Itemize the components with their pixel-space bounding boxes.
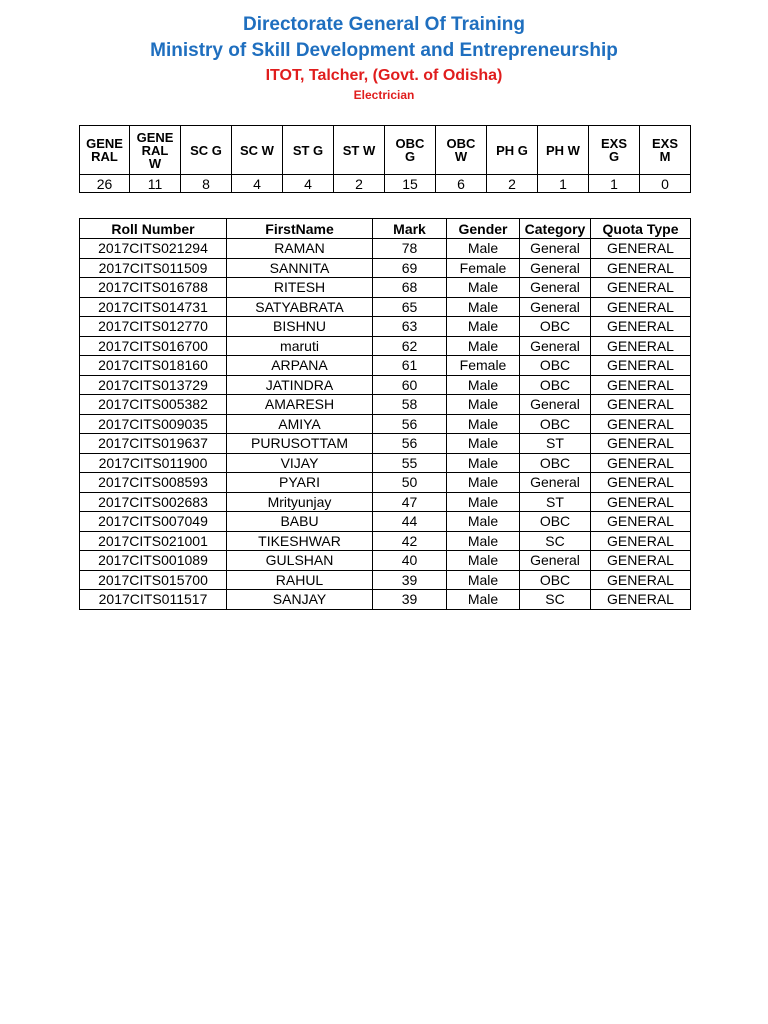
merit-cell: 39 bbox=[373, 590, 447, 610]
merit-cell: 2017CITS011900 bbox=[80, 453, 227, 473]
table-row bbox=[80, 570, 691, 590]
merit-cell: SATYABRATA bbox=[227, 297, 373, 317]
merit-header-cell: Roll Number bbox=[80, 219, 227, 239]
merit-cell: 44 bbox=[373, 512, 447, 532]
quota-header-cell bbox=[80, 126, 130, 175]
quota-header-row bbox=[80, 126, 691, 175]
merit-cell: GENERAL bbox=[591, 590, 691, 610]
merit-cell: 2017CITS001089 bbox=[80, 551, 227, 571]
ministry-title: Ministry of Skill Development and Entrepreneurship bbox=[150, 40, 618, 61]
merit-cell: GENERAL bbox=[591, 492, 691, 512]
merit-cell: 2017CITS013729 bbox=[80, 375, 227, 395]
merit-header-cell: Mark bbox=[373, 219, 447, 239]
merit-cell: SANNITA bbox=[227, 258, 373, 278]
table-row bbox=[80, 551, 691, 571]
merit-cell: JATINDRA bbox=[227, 375, 373, 395]
seat-quota-table bbox=[79, 125, 691, 193]
merit-cell: Male bbox=[447, 551, 520, 571]
merit-cell: 60 bbox=[373, 375, 447, 395]
merit-cell: 40 bbox=[373, 551, 447, 571]
merit-cell: Male bbox=[447, 473, 520, 493]
merit-cell: 62 bbox=[373, 336, 447, 356]
quota-header-cell bbox=[436, 126, 487, 175]
quota-values-row bbox=[80, 175, 691, 193]
merit-cell: GENERAL bbox=[591, 278, 691, 298]
quota-header-text: PH G bbox=[496, 142, 528, 158]
quota-header-cell bbox=[283, 126, 334, 175]
merit-cell: Male bbox=[447, 395, 520, 415]
table-row bbox=[80, 375, 691, 395]
merit-cell: Male bbox=[447, 297, 520, 317]
merit-cell: PYARI bbox=[227, 473, 373, 493]
quota-value-cell: 11 bbox=[130, 175, 181, 193]
trade-title: Electrician bbox=[353, 88, 415, 102]
merit-cell: GENERAL bbox=[591, 473, 691, 493]
table-row bbox=[80, 297, 691, 317]
merit-cell: 2017CITS014731 bbox=[80, 297, 227, 317]
merit-cell: 2017CITS016700 bbox=[80, 336, 227, 356]
merit-cell: 58 bbox=[373, 395, 447, 415]
merit-cell: Male bbox=[447, 336, 520, 356]
merit-cell: 68 bbox=[373, 278, 447, 298]
merit-cell: VIJAY bbox=[227, 453, 373, 473]
merit-cell: 63 bbox=[373, 317, 447, 337]
table-row bbox=[80, 239, 691, 259]
table-row bbox=[80, 336, 691, 356]
merit-cell: AMIYA bbox=[227, 414, 373, 434]
quota-header-text: ST G bbox=[292, 142, 324, 158]
merit-cell: GENERAL bbox=[591, 336, 691, 356]
quota-header-text: G bbox=[608, 149, 620, 164]
quota-value-cell: 6 bbox=[436, 175, 487, 193]
merit-cell: GENERAL bbox=[591, 356, 691, 376]
table-row bbox=[80, 531, 691, 551]
merit-cell: RITESH bbox=[227, 278, 373, 298]
merit-cell: 2017CITS016788 bbox=[80, 278, 227, 298]
quota-header-text: SC W bbox=[240, 142, 274, 158]
table-row bbox=[80, 492, 691, 512]
merit-cell: 2017CITS011517 bbox=[80, 590, 227, 610]
merit-cell: 2017CITS005382 bbox=[80, 395, 227, 415]
table-row bbox=[80, 473, 691, 493]
merit-cell: GENERAL bbox=[591, 395, 691, 415]
merit-header-cell: FirstName bbox=[227, 219, 373, 239]
merit-cell: GENERAL bbox=[591, 570, 691, 590]
table-row bbox=[80, 434, 691, 454]
merit-cell: Male bbox=[447, 531, 520, 551]
quota-value-cell: 4 bbox=[283, 175, 334, 193]
quota-header-text: ST W bbox=[342, 142, 376, 158]
quota-value-cell: 8 bbox=[181, 175, 232, 193]
merit-cell: GENERAL bbox=[591, 531, 691, 551]
table-row bbox=[80, 317, 691, 337]
merit-cell: OBC bbox=[520, 414, 591, 434]
merit-cell: RAMAN bbox=[227, 239, 373, 259]
merit-cell: 2017CITS018160 bbox=[80, 356, 227, 376]
merit-cell: TIKESHWAR bbox=[227, 531, 373, 551]
merit-cell: 39 bbox=[373, 570, 447, 590]
quota-header-text: OBC bbox=[446, 136, 476, 151]
merit-cell: GULSHAN bbox=[227, 551, 373, 571]
merit-cell: General bbox=[520, 239, 591, 259]
quota-header-cell bbox=[487, 126, 538, 175]
merit-cell: RAHUL bbox=[227, 570, 373, 590]
merit-cell: OBC bbox=[520, 512, 591, 532]
quota-header-cell bbox=[589, 126, 640, 175]
table-row bbox=[80, 453, 691, 473]
quota-value-cell: 2 bbox=[487, 175, 538, 193]
merit-cell: OBC bbox=[520, 375, 591, 395]
merit-cell: General bbox=[520, 395, 591, 415]
merit-cell: Male bbox=[447, 434, 520, 454]
quota-header-text: W bbox=[148, 155, 162, 171]
merit-cell: General bbox=[520, 473, 591, 493]
table-row bbox=[80, 512, 691, 532]
merit-cell: 78 bbox=[373, 239, 447, 259]
quota-header-cell bbox=[130, 126, 181, 175]
merit-cell: GENERAL bbox=[591, 512, 691, 532]
org-title: Directorate General Of Training bbox=[243, 14, 525, 35]
merit-cell: GENERAL bbox=[591, 297, 691, 317]
merit-cell: Male bbox=[447, 375, 520, 395]
merit-header-row bbox=[80, 219, 691, 239]
merit-cell: 55 bbox=[373, 453, 447, 473]
merit-cell: Male bbox=[447, 414, 520, 434]
quota-header-text: PH W bbox=[546, 142, 580, 158]
merit-cell: Male bbox=[447, 278, 520, 298]
quota-header-text: OBC bbox=[395, 136, 425, 151]
merit-cell: Male bbox=[447, 239, 520, 259]
merit-cell: GENERAL bbox=[591, 434, 691, 454]
merit-cell: maruti bbox=[227, 336, 373, 356]
merit-cell: Female bbox=[447, 258, 520, 278]
merit-cell: 2017CITS011509 bbox=[80, 258, 227, 278]
merit-cell: Female bbox=[447, 356, 520, 376]
quota-value-cell: 1 bbox=[538, 175, 589, 193]
quota-header-text: SC G bbox=[190, 142, 222, 158]
merit-cell: 50 bbox=[373, 473, 447, 493]
merit-cell: 56 bbox=[373, 434, 447, 454]
table-row bbox=[80, 356, 691, 376]
merit-cell: 2017CITS019637 bbox=[80, 434, 227, 454]
merit-cell: Male bbox=[447, 570, 520, 590]
quota-header-text: EXS bbox=[651, 136, 678, 151]
merit-cell: 2017CITS007049 bbox=[80, 512, 227, 532]
merit-cell: ST bbox=[520, 434, 591, 454]
merit-cell: General bbox=[520, 258, 591, 278]
merit-cell: GENERAL bbox=[591, 258, 691, 278]
quota-header-text: GENE bbox=[86, 136, 123, 151]
merit-cell: AMARESH bbox=[227, 395, 373, 415]
merit-cell: GENERAL bbox=[591, 239, 691, 259]
merit-cell: General bbox=[520, 551, 591, 571]
table-row bbox=[80, 258, 691, 278]
merit-cell: GENERAL bbox=[591, 414, 691, 434]
merit-cell: Male bbox=[447, 317, 520, 337]
merit-cell: OBC bbox=[520, 356, 591, 376]
merit-cell: Male bbox=[447, 453, 520, 473]
merit-cell: GENERAL bbox=[591, 317, 691, 337]
merit-cell: PURUSOTTAM bbox=[227, 434, 373, 454]
quota-header-text: W bbox=[454, 149, 468, 164]
table-row bbox=[80, 278, 691, 298]
quota-header-text: RAL bbox=[91, 149, 118, 164]
merit-cell: 61 bbox=[373, 356, 447, 376]
quota-value-cell: 1 bbox=[589, 175, 640, 193]
institute-title: ITOT, Talcher, (Govt. of Odisha) bbox=[265, 67, 503, 84]
quota-header-cell bbox=[385, 126, 436, 175]
merit-cell: ST bbox=[520, 492, 591, 512]
merit-cell: General bbox=[520, 297, 591, 317]
merit-cell: Male bbox=[447, 512, 520, 532]
merit-cell: 2017CITS015700 bbox=[80, 570, 227, 590]
merit-header-cell: Quota Type bbox=[591, 219, 691, 239]
merit-cell: OBC bbox=[520, 453, 591, 473]
quota-value-cell: 4 bbox=[232, 175, 283, 193]
merit-header-cell: Gender bbox=[447, 219, 520, 239]
merit-cell: SC bbox=[520, 590, 591, 610]
table-row bbox=[80, 395, 691, 415]
quota-header-cell bbox=[232, 126, 283, 175]
quota-header-cell bbox=[538, 126, 589, 175]
merit-cell: 2017CITS021294 bbox=[80, 239, 227, 259]
merit-cell: BISHNU bbox=[227, 317, 373, 337]
merit-cell: Male bbox=[447, 590, 520, 610]
merit-cell: 2017CITS021001 bbox=[80, 531, 227, 551]
merit-cell: General bbox=[520, 336, 591, 356]
quota-header-text: G bbox=[404, 149, 416, 164]
merit-cell: GENERAL bbox=[591, 375, 691, 395]
merit-cell: OBC bbox=[520, 317, 591, 337]
merit-cell: 2017CITS008593 bbox=[80, 473, 227, 493]
merit-cell: Mrityunjay bbox=[227, 492, 373, 512]
quota-header-cell bbox=[181, 126, 232, 175]
merit-cell: General bbox=[520, 278, 591, 298]
quota-header-text: GENE bbox=[136, 129, 174, 145]
quota-value-cell: 2 bbox=[334, 175, 385, 193]
merit-cell: GENERAL bbox=[591, 551, 691, 571]
merit-cell: 65 bbox=[373, 297, 447, 317]
quota-value-cell: 26 bbox=[80, 175, 130, 193]
merit-cell: 2017CITS012770 bbox=[80, 317, 227, 337]
merit-cell: 42 bbox=[373, 531, 447, 551]
merit-list-table bbox=[79, 218, 691, 610]
quota-header-cell bbox=[640, 126, 691, 175]
merit-cell: SC bbox=[520, 531, 591, 551]
merit-cell: BABU bbox=[227, 512, 373, 532]
document-header bbox=[0, 12, 768, 103]
merit-cell: 69 bbox=[373, 258, 447, 278]
merit-cell: 2017CITS009035 bbox=[80, 414, 227, 434]
merit-header-cell: Category bbox=[520, 219, 591, 239]
quota-header-text: M bbox=[659, 149, 671, 164]
quota-header-text: EXS bbox=[600, 136, 627, 151]
table-row bbox=[80, 414, 691, 434]
table-row bbox=[80, 590, 691, 610]
merit-cell: OBC bbox=[520, 570, 591, 590]
merit-cell: 47 bbox=[373, 492, 447, 512]
merit-cell: 2017CITS002683 bbox=[80, 492, 227, 512]
merit-cell: SANJAY bbox=[227, 590, 373, 610]
merit-cell: GENERAL bbox=[591, 453, 691, 473]
quota-value-cell: 15 bbox=[385, 175, 436, 193]
merit-cell: Male bbox=[447, 492, 520, 512]
quota-header-text: RAL bbox=[141, 142, 169, 158]
merit-cell: 56 bbox=[373, 414, 447, 434]
quota-value-cell: 0 bbox=[640, 175, 691, 193]
quota-header-cell bbox=[334, 126, 385, 175]
merit-cell: ARPANA bbox=[227, 356, 373, 376]
